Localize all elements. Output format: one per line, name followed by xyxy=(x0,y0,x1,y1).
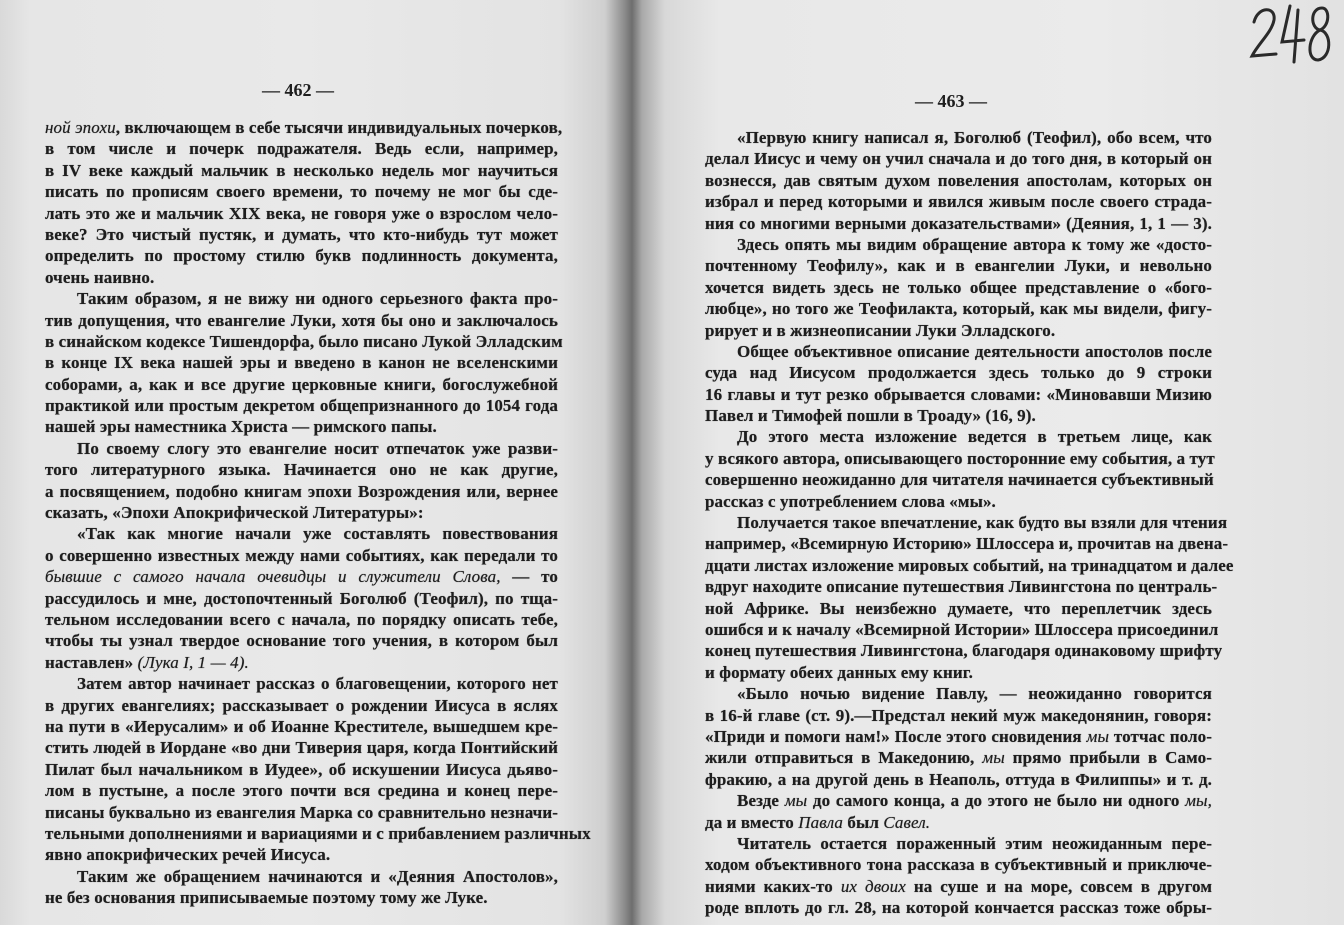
text: того литературного языка. Начинается оно не как другие, xyxy=(45,460,558,480)
text-line xyxy=(705,191,1212,212)
text-line xyxy=(705,469,1212,490)
text-line xyxy=(705,320,1212,341)
text: на суше и на море, совсем в другом xyxy=(905,876,1212,896)
text: прямо прибыли в Само- xyxy=(1004,748,1212,768)
text: например, «Всемирную Историю» Шлоссера и, прочитав на двена- xyxy=(705,534,1229,554)
text: явно апокрифических речей Иисуса. xyxy=(45,845,331,865)
text: Получается такое впечатление, как будто вы взяли для чтения xyxy=(737,513,1228,533)
text: хочется видеть здесь не только общее представление о «бого- xyxy=(705,277,1212,297)
text: чтобы ты узнал твердое основание того учения, в котором был xyxy=(45,631,558,651)
text-line xyxy=(45,502,558,523)
text: в 16-й главе (ст. 9).—Предстал некий муж македонянин, говоря: xyxy=(705,705,1212,725)
text: вдруг находите описание путешествия Ливингстона по централь- xyxy=(705,577,1218,597)
italic-text: бывшие с самого начала очевидцы и служители Слова, xyxy=(45,567,501,587)
text: тельном исследовании всего с начала, по порядку описать тебе, xyxy=(45,609,558,629)
text-line xyxy=(45,652,558,673)
text-line xyxy=(705,234,1212,255)
text-line xyxy=(705,448,1215,469)
text: соборами, а, как и все другие церковные книги, богослужебной xyxy=(45,374,558,394)
text: — то xyxy=(500,567,558,587)
text: веке? Это чистый пустяк, и думать, что кто-нибудь тут может xyxy=(45,224,558,244)
text-line xyxy=(45,737,558,758)
text-line xyxy=(45,288,558,309)
text-line xyxy=(45,331,563,352)
italic-text: мы xyxy=(982,748,1005,768)
page-number-left: — 462 — xyxy=(262,80,334,100)
text-line xyxy=(705,213,1212,234)
text: в IV веке каждый мальчик в несколько недель мог научиться xyxy=(45,160,558,180)
text-line xyxy=(705,298,1212,319)
text: рирует и в жизнеописании Луки Элладского. xyxy=(705,320,1056,340)
text: в других евангелиях; рассказывает о рождении Иисуса в яслях xyxy=(45,695,558,715)
text-line xyxy=(705,897,1212,918)
text: Затем автор начинает рассказ о благовещении, которого нет xyxy=(77,674,558,694)
text-line xyxy=(705,148,1212,169)
text-line xyxy=(45,609,558,630)
text: ниями каких-то xyxy=(705,876,841,896)
text: в том числе и почерк подражателя. Ведь если, например, xyxy=(45,139,558,159)
text-line xyxy=(705,726,1212,747)
italic-text: (Лука I, 1 — 4). xyxy=(137,652,249,672)
text: , включающем в себе тысячи индивидуальных почерков, xyxy=(115,118,563,137)
text: нашей эры наместника Христа — римского папы. xyxy=(45,417,437,437)
text: делал Иисус и чему он учил сначала и до того дня, в который он xyxy=(705,149,1212,169)
text: тотчас поло- xyxy=(1109,726,1212,746)
text-line xyxy=(705,341,1212,362)
page-number-right: — 463 — xyxy=(915,91,987,111)
text: совершенно неожиданно для читателя начинается субъективный xyxy=(705,470,1214,490)
text: Таким же обращением начинаются и «Деяния Апостолов», xyxy=(77,866,558,886)
text-line xyxy=(45,481,558,502)
text: был xyxy=(843,812,884,832)
text: ошибся и к началу «Всемирной Истории» Шлоссера присоединил xyxy=(705,619,1219,639)
text-line xyxy=(705,555,1234,576)
text-line xyxy=(705,170,1212,191)
text-line xyxy=(45,759,558,780)
italic-text: мы xyxy=(1086,726,1110,746)
text: Читатель остается пораженный этим неожиданным пере- xyxy=(737,833,1212,853)
text-line xyxy=(45,802,558,823)
text-line xyxy=(705,812,1212,833)
text-line xyxy=(45,117,563,138)
text-line xyxy=(705,277,1212,298)
text: определить по простому стилю букв подлинность документа, xyxy=(45,246,558,266)
right-page-text xyxy=(705,127,1234,918)
text-line xyxy=(45,267,558,288)
text: рассказ с употреблением слова «мы». xyxy=(705,491,996,511)
text-line xyxy=(45,823,591,844)
text-line xyxy=(45,160,558,181)
text: Везде xyxy=(737,791,785,811)
text: стить людей в Иордане «во дни Тиверия царя, когда Понтийский xyxy=(45,738,558,758)
text-line xyxy=(705,255,1212,276)
text: тельными дополнениями и вариациями и с прибавлением различных xyxy=(45,823,591,843)
text: очень наивно. xyxy=(45,267,155,287)
left-page-text xyxy=(45,117,591,908)
text-line xyxy=(45,416,558,437)
text: лом в пустыне, а после этого почти вся средина и конец пере- xyxy=(45,781,558,801)
text: «Было ночью видение Павлу, — неожиданно говорится xyxy=(737,684,1212,704)
text-line xyxy=(45,138,558,159)
text: избрал и перед которыми и явился живым после своего страда- xyxy=(705,192,1212,212)
text-line xyxy=(45,459,558,480)
text: практикой или простым декретом общепризнанного до 1054 года xyxy=(45,396,558,416)
italic-text: ной эпохи xyxy=(45,118,116,137)
text: До этого места изложение ведется в третьем лице, как xyxy=(737,427,1212,447)
text: в конце IX века нашей эры и введено в канон не вселенскими xyxy=(45,353,558,373)
text-line xyxy=(705,683,1212,704)
text-line xyxy=(705,491,1212,512)
text: сказать, «Эпохи Апокрифической Литературы»: xyxy=(45,503,424,523)
text-line xyxy=(705,769,1212,790)
text: Пилат был начальником в Иудее», об искушении Иисуса дьяво- xyxy=(45,759,558,779)
text-line xyxy=(45,780,558,801)
text: «Первую книгу написал я, Боголюб (Теофил), обо всем, что xyxy=(737,128,1212,147)
text: фракию, а на другой день в Неаполь, оттуда в Филиппы» и т. д. xyxy=(705,769,1212,789)
italic-text: их двоих xyxy=(840,876,906,896)
italic-text: мы xyxy=(784,791,808,811)
text-line xyxy=(705,127,1212,148)
text-line xyxy=(45,181,558,202)
text: до самого конца, а до этого не было ни одного xyxy=(807,791,1186,811)
text: ния со многими верными доказательствами» (Деяния, 1, 1 — 3). xyxy=(705,213,1212,233)
text-line xyxy=(45,866,558,887)
text: а посвящением, подобно книгам эпохи Возрождения или, вернее xyxy=(45,481,558,501)
text-line xyxy=(45,673,558,694)
text-line xyxy=(45,844,558,865)
text: и формату обеих данных ему книг. xyxy=(705,662,973,682)
text: в синайском кодексе Тишендорфа, было писано Лукой Элладским xyxy=(45,331,563,351)
text-line xyxy=(705,705,1212,726)
text-line xyxy=(705,576,1218,597)
text: любце», но того же Теофилакта, который, как мы видели, фигу- xyxy=(705,299,1212,319)
text-line xyxy=(45,395,558,416)
text-line xyxy=(705,662,1212,683)
text-line xyxy=(705,790,1212,811)
text: роде вплоть до гл. 28, на которой кончается рассказ тоже обры- xyxy=(705,898,1212,918)
text-line xyxy=(705,876,1212,897)
text-line xyxy=(45,352,558,373)
text: 16 главы и тут резко обрывается словами: «Миновавши Мизию xyxy=(705,384,1212,404)
text-line xyxy=(705,598,1212,619)
text: «Приди и помоги нам!» После этого сновидения xyxy=(705,726,1087,746)
text: Павел и Тимофей пошли в Троаду» (16, 9). xyxy=(705,406,1036,426)
text: рассудилось и мне, достопочтенный Боголюб (Теофил), по тща- xyxy=(45,588,558,608)
text-line xyxy=(45,695,558,716)
text-line xyxy=(705,619,1219,640)
text-line xyxy=(705,747,1212,768)
text: на пути в «Иерусалим» и об Иоанне Крестителе, вышедшем кре- xyxy=(45,716,558,736)
text: По своему слогу это евангелие носит отпечаток уже разви- xyxy=(77,438,558,458)
text: конец путешествия Ливингстона, благодаря одинаковому шрифту xyxy=(705,641,1223,661)
text-line xyxy=(45,310,558,331)
text-line xyxy=(45,545,558,566)
text-line xyxy=(45,566,558,587)
text-line xyxy=(705,426,1212,447)
text-line xyxy=(705,833,1212,854)
text-line xyxy=(45,374,558,395)
text: не без основания приписываемые поэтому тому же Луке. xyxy=(45,888,488,908)
text: тив допущения, что евангелие Луки, хотя бы оно и заключалось xyxy=(45,310,558,330)
text-line xyxy=(45,438,558,459)
text-line xyxy=(45,245,558,266)
text-line xyxy=(45,588,558,609)
text: о совершенно известных между нами событиях, как передали то xyxy=(45,545,558,565)
italic-text: Савел. xyxy=(883,812,931,832)
text: суда над Иисусом продолжается здесь только до 9 строки xyxy=(705,363,1212,383)
text-line xyxy=(45,523,558,544)
text-line xyxy=(705,405,1212,426)
text: Здесь опять мы видим обращение автора к тому же «досто- xyxy=(737,234,1212,254)
text: «Так как многие начали уже составлять повествования xyxy=(77,524,558,544)
text-line xyxy=(705,533,1229,554)
text-line xyxy=(705,640,1223,661)
text-line xyxy=(45,716,558,737)
text: да и вместо xyxy=(705,812,799,832)
text-line xyxy=(45,224,558,245)
text-line xyxy=(705,362,1212,383)
handwritten-page-annotation xyxy=(1246,0,1336,70)
text-line xyxy=(705,384,1212,405)
text: ной Африке. Вы неизбежно думаете, что переплетчик здесь xyxy=(705,598,1212,618)
text: жили отправиться в Македонию, xyxy=(705,748,983,768)
text: Таким образом, я не вижу ни одного серьезного факта про- xyxy=(77,289,558,309)
text-line xyxy=(705,854,1212,875)
italic-text: мы, xyxy=(1185,791,1212,811)
text-line xyxy=(705,512,1228,533)
italic-text: Павла xyxy=(798,812,844,832)
text: у всякого автора, описывающего посторонние ему события, а тут xyxy=(705,448,1215,468)
text: почтенному Теофилу», как и в евангелии Луки, и невольно xyxy=(705,256,1212,276)
text: лать это же и мальчик XIX века, не говоря уже о взрослом чело- xyxy=(45,203,558,223)
text: писаны буквально из евангелия Марка со сравнительно незначи- xyxy=(45,802,558,822)
text-line xyxy=(45,203,558,224)
text: ходом объективного тона рассказа в субъективный и приключе- xyxy=(705,855,1212,875)
text: дцати листах изложение мировых событий, на тринадцатом и далее xyxy=(705,555,1234,575)
text: вознесся, дав святым духом повеления апостолам, которых он xyxy=(705,170,1212,190)
text: писать по прописям своего времени, то почему не мог бы сде- xyxy=(45,182,558,202)
text: Общее объективное описание деятельности апостолов после xyxy=(737,341,1212,361)
text-line xyxy=(45,887,558,908)
text: наставлен» xyxy=(45,652,138,672)
text-line xyxy=(45,630,558,651)
